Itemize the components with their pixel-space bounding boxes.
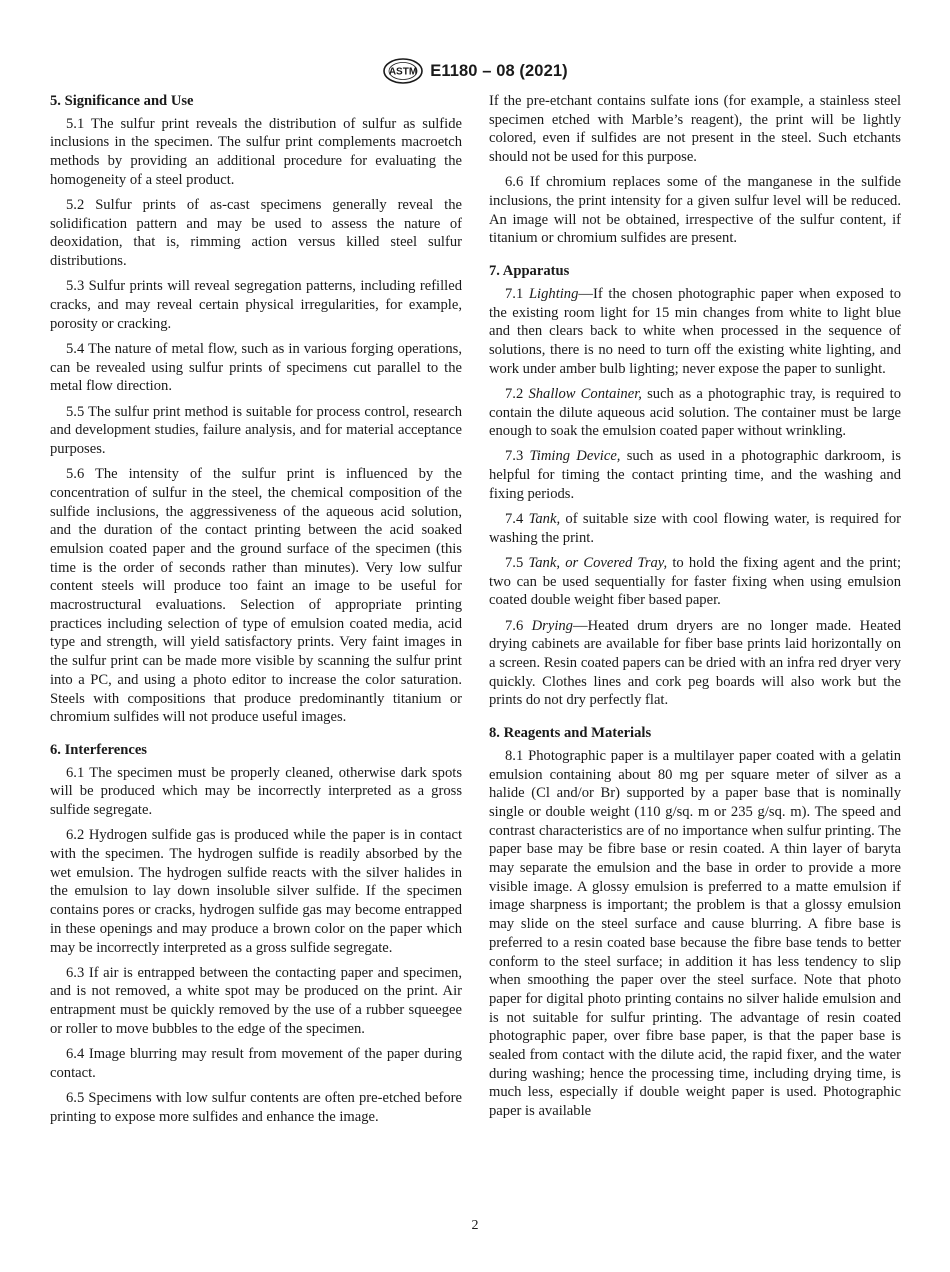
paragraph-number: 7.3 (505, 448, 524, 465)
page-header (0, 58, 950, 84)
paragraph-5-3: 5.3 Sulfur prints will reveal segregation patterns, including refilled cracks, and may reveal certain physical irregularities, for example, porosity or cracking. (50, 278, 462, 332)
left-column (50, 92, 462, 1133)
paragraph-8-1: 8.1 Photographic paper is a multilayer paper coated with a gelatin emulsion containing about 80 mg per square meter of silver as a halide (Cl and/or Br) supported by a paper base that is nominally single or double weight (110 g/sq. m or 235 g/sq. m). The speed and contrast characteristics are of no importance when sulfur printing. The paper base may be fibre base or resin coated. A thin layer of baryta may separate the emulsion and the base in order to provide a more visible image. A glossy emulsion is preferred to a matte emulsion if image sharpness is important; the problem is that a glossy emulsion may slide on the steel surface and cause blurring. A fibre base is preferred to a resin coated base because the fibre base tends to better conform to the steel surface; in addition it has less tendency to slip when smoothing the paper over the steel surface. Note that photo paper for digital photo printing contains no silver halide emulsion and is not suitable for sulfur printing. The advantage of resin coated photographic paper, over fibre base paper, is that the paper base is sealed from contact with the dilute acid, the rapid fixer, and the water during washing; hence the processing time, including drying time, is much less, especially if double weight paper is used. Photographic paper is available (489, 747, 901, 1120)
paragraph-text: —If the chosen photographic paper when exposed to the existing room light for 15 min changes from white to light blue and then clears back to white when processed in the sequence of solutions, there is no need to turn off the existing white lighting, and work under amber bulb lighting; never expose the paper to sunlight. (489, 285, 901, 377)
section-5-heading: 5. Significance and Use (50, 93, 194, 109)
term-covered-tray: Tank, or Covered Tray, (528, 554, 668, 571)
term-tank: Tank, (528, 511, 561, 528)
paragraph-5-1: 5.1 The sulfur print reveals the distribution of sulfur as sulfide inclusions in the specimen. The sulfur print complements macroetch methods by providing an additional procedure for evaluating the homogeneity of a steel product. (50, 115, 462, 188)
paragraph-text: of suitable size with cool flowing water, is required for washing the print. (489, 511, 901, 546)
right-column (489, 92, 901, 1127)
paragraph-7-3 (489, 447, 901, 503)
paragraph-number: 7.6 (505, 617, 524, 634)
paragraph-7-1 (489, 285, 901, 379)
paragraph-number: 7.4 (505, 511, 524, 528)
paragraph-6-4: 6.4 Image blurring may result from movement of the paper during contact. (50, 1046, 462, 1081)
paragraph-5-2: 5.2 Sulfur prints of as-cast specimens generally reveal the solidification pattern and may be used to assess the nature of deoxidation, that is, rimming action versus killed steel sulfur distributions. (50, 197, 462, 270)
paragraph-6-6: 6.6 If chromium replaces some of the manganese in the sulfide inclusions, the print intensity for a given sulfur level will be reduced. An image will not be obtained, irrespective of the sulfur content, if titanium or chromium sulfides are present. (489, 174, 901, 247)
term-timing-device: Timing Device, (529, 448, 621, 465)
paragraph-text: such as used in a photographic darkroom, is helpful for timing the contact printing time, and the washing and fixing periods. (489, 448, 901, 502)
paragraph-7-2 (489, 385, 901, 441)
paragraph-number: 7.1 (505, 285, 524, 302)
document-designation: E1180 – 08 (2021) (430, 61, 568, 80)
astm-logo-icon (382, 58, 424, 84)
paragraph-6-5: 6.5 Specimens with low sulfur contents are often pre-etched before printing to expose more sulfides and enhance the image. (50, 1089, 462, 1125)
paragraph-text: —Heated drum dryers are no longer made. Heated drying cabinets are available for fiber base prints laid horizontally on a screen. Resin coated papers can be dried with an infra red dryer very quickly. Clothes lines and cork peg boards will also work but the prints do not dry perfectly flat. (489, 617, 901, 709)
paragraph-7-5 (489, 554, 901, 610)
paragraph-6-2: 6.2 Hydrogen sulfide gas is produced while the paper is in contact with the specimen. The hydrogen sulfide is readily absorbed by the wet emulsion. The hydrogen sulfide reacts with the silver halides in the emulsion to lay down insoluble silver sulfide. If the specimen contains pores or cracks, hydrogen sulfide gas may become entrapped in these openings and may produce a brown color on the paper which may be incorrectly interpreted as a gross sulfide segregate. (50, 827, 462, 956)
paragraph-number: 7.2 (505, 385, 524, 402)
paragraph-6-5-continued: If the pre-etchant contains sulfate ions (for example, a stainless steel specimen etched with Marble’s reagent), the print will be lightly colored, even if sulfides are not present in the steel. Such etchants should not be used for this purpose. (489, 93, 901, 166)
paragraph-text: such as a photographic tray, is required to contain the dilute aqueous acid solution. The container must be large enough to soak the emulsion coated paper without wrinkling. (489, 385, 901, 440)
term-lighting: Lighting (528, 285, 579, 302)
paragraph-6-3: 6.3 If air is entrapped between the contacting paper and specimen, and is not removed, a white spot may be produced on the print. Air entrapment must be quickly removed by the use of a rubber squeegee or roller to move bubbles to the edge of the specimen. (50, 964, 462, 1037)
logo-text: ASTM (389, 66, 418, 78)
paragraph-7-6 (489, 617, 901, 711)
paragraph-text: to hold the fixing agent and the print; two can be used sequentially for faster fixing when using emulsion coated double weight fiber based paper. (489, 554, 902, 609)
section-7-heading: 7. Apparatus (489, 263, 570, 280)
term-shallow-container: Shallow Container, (528, 385, 642, 402)
section-8-heading: 8. Reagents and Materials (489, 725, 652, 742)
term-drying: Drying (531, 617, 573, 634)
paragraph-6-1: 6.1 The specimen must be properly cleaned, otherwise dark spots will be produced which may be incorrectly interpreted as a gross sulfide segregate. (50, 764, 462, 819)
page-number: 2 (471, 1218, 479, 1233)
paragraph-number: 7.5 (505, 554, 524, 571)
paragraph-7-4 (489, 510, 901, 547)
paragraph-5-6: 5.6 The intensity of the sulfur print is influenced by the concentration of sulfur in the steel, the chemical composition of the sulfide inclusions, the aggressiveness of the aqueous acid solution, and the duration of the contact printing between the acid soaked emulsion coated paper and the ground surface of the specimen (this time is the order of seconds rather than minutes). Very low sulfur content steels will produce too faint an image to be useful for macrostructural evaluations. Selection of appropriate printing practices including selection of type of emulsion coated media, acid type and strength, will yield satisfactory prints. Very faint images in the sulfur print can be made more visible by scanning the sulfur print into a PC, and using a photo editor to increase the color saturation. Steels with compositions that produce predominantly titanium or chromium sulfides will not produce useful images. (50, 466, 462, 726)
paragraph-5-4: 5.4 The nature of metal flow, such as in various forging operations, can be revealed using sulfur prints of specimens cut parallel to the metal flow direction. (50, 340, 462, 395)
paragraph-5-5: 5.5 The sulfur print method is suitable for process control, research and development studies, failure analysis, and for material acceptance purposes. (50, 403, 462, 457)
section-6-heading: 6. Interferences (50, 742, 147, 758)
